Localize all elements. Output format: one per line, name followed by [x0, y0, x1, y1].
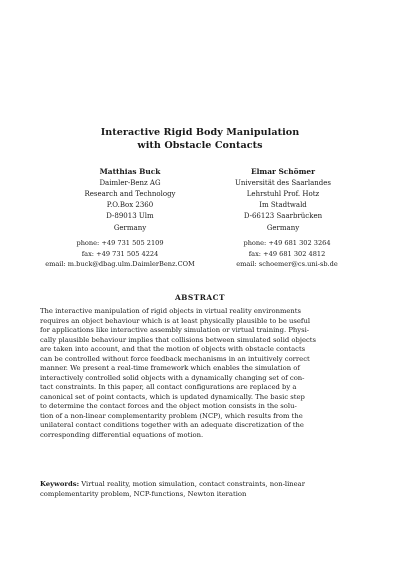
abstract-line: tact constraints. In this paper, all contact configurations are replaced by a — [40, 383, 297, 391]
author-2-affiliation-line: D-66123 Saarbrücken — [243, 212, 323, 221]
abstract-line: corresponding differential equations of motion. — [40, 430, 204, 439]
author-1-affiliation-line: Germany — [113, 223, 147, 232]
author-2-affiliation-line: Universität des Saarlandes — [234, 178, 331, 187]
author-1-affiliation-line: Research and Technology — [84, 189, 176, 198]
keywords-label: Keywords: — [40, 480, 80, 488]
keywords-text: Virtual reality, motion simulation, contact constraints, non-linear — [79, 480, 305, 488]
author-2-contact — [222, 238, 352, 270]
author-2-affiliation-line: Lehrstuhl Prof. Hotz — [246, 189, 320, 198]
abstract-line: can be controlled without force feedback mechanisms in an intuitively correct — [40, 354, 310, 363]
abstract-line: for applications like interactive assembly simulation or virtual training. Physi- — [40, 326, 310, 334]
abstract-line: manner. We present a real-time framework which enables the simulation of — [40, 364, 300, 372]
abstract-line: The interactive manipulation of rigid objects in virtual reality environments — [40, 307, 302, 315]
author-1-fax: fax: +49 731 505 4224 — [81, 249, 159, 258]
abstract-line: cally plausible behaviour implies that collisions between simulated solid objects — [40, 335, 316, 344]
author-1-phone: phone: +49 731 505 2109 — [76, 239, 164, 247]
keywords-line-2: complementarity problem, NCP-functions, Newton iteration — [40, 489, 247, 498]
author-2-affiliation-line: Germany — [266, 223, 300, 232]
keywords-line-1 — [40, 480, 362, 490]
abstract-line: interactively controlled solid objects with a dynamically changing set of con- — [40, 373, 305, 382]
abstract-line: canonical set of point contacts, which is updated dynamically. The basic step — [40, 392, 305, 401]
abstract-line: requires an object behaviour which is at least physically plausible to be useful — [40, 316, 310, 325]
abstract-line: are taken into account, and that the motion of objects with obstacle contacts — [40, 345, 306, 353]
author-1-contact — [40, 238, 200, 270]
paper-title — [0, 126, 400, 152]
author-1-affiliation-line: P.O.Box 2360 — [106, 201, 154, 210]
abstract-body — [40, 307, 362, 440]
abstract-heading: ABSTRACT — [174, 293, 226, 302]
abstract-line: tion of a non-linear complementarity problem (NCP), which results from the — [40, 411, 303, 420]
author-1-affiliation-line: D-89013 Ulm — [106, 212, 154, 221]
author-1-affiliation-line: Daimler-Benz AG — [99, 178, 161, 187]
author-2-fax: fax: +49 681 302 4812 — [248, 249, 326, 258]
title-line-2: with Obstacle Contacts — [137, 140, 263, 151]
author-2-affiliation-line: Im Stadtwald — [259, 201, 307, 210]
abstract-line: to determine the contact forces and the object motion consists in the solu- — [40, 402, 297, 410]
keywords-section — [40, 480, 362, 499]
author-1-email: email: m.buck@dbag.ulm.DaimlerBenz.COM — [45, 260, 195, 269]
author-2-email: email: schoemer@cs.uni-sb.de — [236, 260, 338, 269]
title-line-1: Interactive Rigid Body Manipulation — [100, 127, 300, 138]
author-block-1 — [60, 166, 200, 234]
abstract-line: unilateral contact conditions together with an adequate discretization of the — [40, 421, 304, 429]
author-block-2 — [228, 166, 338, 234]
author-name-2: Elmar Schömer — [250, 167, 316, 176]
author-2-phone: phone: +49 681 302 3264 — [243, 239, 331, 247]
author-name-1: Matthias Buck — [99, 167, 161, 176]
